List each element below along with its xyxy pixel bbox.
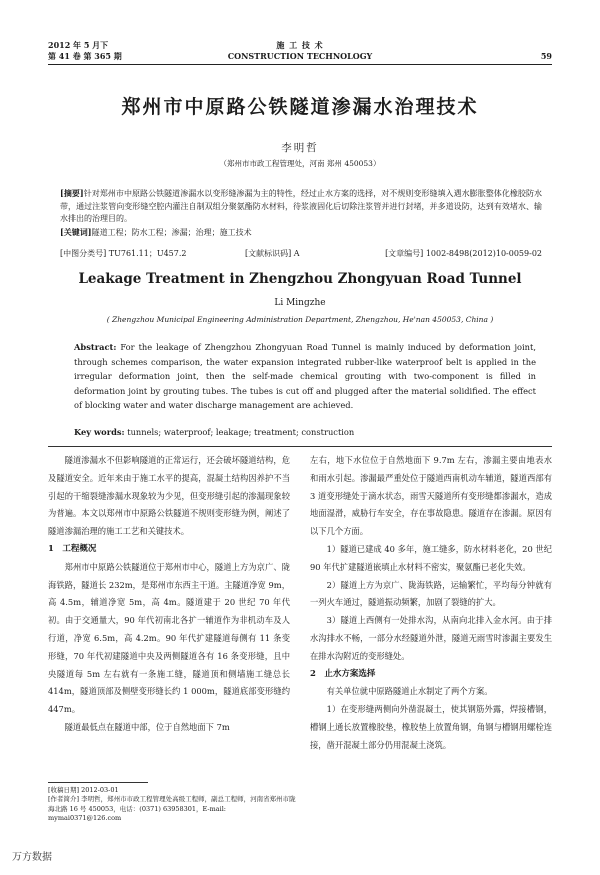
title-en: Leakage Treatment in Zhengzhou Zhongyuan Road Tunnel bbox=[78, 271, 522, 287]
journal-name bbox=[48, 40, 552, 62]
body-column-right bbox=[310, 452, 552, 755]
volume-issue: 第 41 卷 第 365 期 bbox=[48, 51, 122, 61]
abstract-en-text: For the leakage of Zhengzhou Zhongyuan Road Tunnel is mainly induced by deformation joint, through schemes comparison, the water expansion integrated rubber-like waterproof belt is applied in the irregular deformation joint, then the self-made chemical grouting with two-component is filled in deformation joint by grouting tubes. The tubes is cut off and plugged after the material solidified. The effect of blocking water and water discharge management are achieved. bbox=[74, 342, 537, 411]
scheme-item-1: 1）在变形缝两侧向外凿混凝土，使其钢筋外露，焊接槽钢，槽钢上通长放置橡胶垫，橡胶垫上放置角钢，角钢与槽钢用螺栓连接，凿开混凝土部分仍用混凝土浇筑。 bbox=[310, 704, 552, 750]
wanfang-watermark: 万方数据 bbox=[12, 852, 52, 863]
abstract-en bbox=[74, 340, 536, 413]
journal-name-en: CONSTRUCTION TECHNOLOGY bbox=[227, 51, 373, 61]
header-rule bbox=[48, 64, 552, 65]
affiliation-en: ( Zhengzhou Municipal Engineering Administration Department, Zhengzhou, He'nan 450053, China ) bbox=[106, 315, 494, 324]
overview-paragraph: 郑州市中原路公铁隧道位于郑州市中心，隧道上方为京广、陇海铁路，隧道长 232m，是郑州市东西主干道。主隧道净宽 9m，高 4.5m，辅道净宽 5m，高 4m。隧道建于 20 世纪 70 年代初。由于交通量大，90 年代初南北各扩一辅道作为非机动车及人行道，净宽 6.5m，高 4.2m。90 年代扩建隧道每侧有 11 条变形缝，70 年代初建隧道中央及两侧隧道各有 16 条变形缝，且中央隧道每 5m 左右就有一条施工缝，隧道顶和侧墙施工缝总长 414m，隧道顶部及侧壁变形缝长约 1 000m，隧道底部变形缝约 447m。 bbox=[48, 561, 290, 715]
document-code: [文献标识码] A bbox=[245, 249, 300, 258]
cause-item-1: 1）隧道已建成 40 多年，施工缝多，防水材料老化，20 世纪 90 年代扩建隧道嵌填止水材料不密实，聚氨酯已老化失效。 bbox=[310, 543, 552, 572]
overview-paragraph-cont: 隧道最低点在隧道中部，位于自然地面下 7m bbox=[64, 721, 230, 732]
keywords-en-text: tunnels; waterproof; leakage; treatment; construction bbox=[127, 427, 355, 437]
article-id: [文章编号] 1002-8498(2012)10-0059-02 bbox=[385, 249, 542, 258]
keywords-cn-label: [关键词] bbox=[60, 226, 92, 237]
keywords-en bbox=[74, 427, 536, 437]
section-heading-2: 2 止水方案选择 bbox=[310, 668, 376, 679]
classification-line bbox=[60, 248, 542, 260]
scheme-intro: 有关单位就中原路隧道止水制定了两个方案。 bbox=[326, 686, 493, 697]
abstract-en-label: Abstract: bbox=[74, 342, 117, 352]
abstract-divider bbox=[48, 446, 552, 447]
cause-item-2: 2）隧道上方为京广、陇海铁路，运输繁忙，平均每分钟就有一列火车通过，隧道振动频繁，加剧了裂缝的扩大。 bbox=[310, 579, 552, 608]
author-en: Li Mingzhe bbox=[274, 298, 326, 308]
clc-number: [中图分类号] TU761.11；U457.2 bbox=[60, 249, 187, 258]
running-header bbox=[48, 40, 552, 66]
page-number: 59 bbox=[540, 51, 552, 61]
intro-paragraph: 隧道渗漏水不但影响隧道的正常运行，还会破坏隧道结构，危及隧道安全。近年来由于施工水平的提高，混凝土结构因养护不当引起的干缩裂缝渗漏水现象较为少见，但变形缝引起的渗漏现象较为普遍。本文以郑州市中原路公铁隧道不规则变形缝为例，阐述了隧道渗漏治理的施工工艺和关键技术。 bbox=[48, 455, 290, 537]
affiliation-cn: （郑州市市政工程管理处，河南 郑州 450053） bbox=[219, 159, 381, 168]
leak-cause-paragraph: 左右，地下水位位于自然地面下 9.7m 左右，渗漏主要由地表水和雨水引起。渗漏最严重处位于隧道西南机动车辅道，隧道西部有 3 道变形缝处于滴水状态，雨雪天隧道所有变形缝都渗漏水，造成地面湿滑，威胁行车安全，存在事故隐患。隧道存在渗漏。原因有以下几个方面。 bbox=[310, 455, 552, 537]
footnote bbox=[48, 786, 300, 824]
abstract-cn-label: [摘要] bbox=[60, 188, 84, 198]
footnote-rule bbox=[48, 782, 148, 783]
title-cn: 郑州市中原路公铁隧道渗漏水治理技术 bbox=[121, 96, 479, 118]
keywords-en-label: Key words: bbox=[74, 427, 125, 437]
author-cn: 李明哲 bbox=[281, 142, 319, 154]
abstract-cn-text: 针对郑州市中原路公铁隧道渗漏水以变形缝渗漏为主的特性，经过止水方案的选择，对不规则变形缝填入遇水膨胀整体化橡胶防水带，通过注浆管向变形缝空腔内灌注自制双组分聚氨酯防水材料，待浆液固化后切除注浆管并进行封堵，并多道设防，达到有效堵水、输水排出的治理目的。 bbox=[60, 189, 542, 223]
issue-date: 2012 年 5 月下 bbox=[48, 40, 109, 50]
keywords-cn-text: 隧道工程；防水工程；渗漏；治理；施工技术 bbox=[91, 227, 252, 237]
body-column-left bbox=[48, 452, 290, 737]
received-date: [收稿日期] 2012-03-01 bbox=[48, 786, 119, 794]
author-bio: [作者简介] 李明哲，郑州市市政工程管理处高级工程师，副总工程师，河南省郑州市陇海北路 16 号 450053，电话：(0371) 63958301，E-mail: mymai0371@126.com bbox=[48, 795, 296, 823]
abstract-cn bbox=[60, 187, 542, 239]
section-heading-1: 1 工程概况 bbox=[48, 543, 97, 554]
cause-item-3: 3）隧道上西侧有一处排水沟，从南向北排入金水河。由于排水沟排水不畅，一部分水经隧道外泄，隧道无雨雪时渗漏主要发生在排水沟附近的变形缝处。 bbox=[310, 615, 552, 661]
journal-name-cn: 施 工 技 术 bbox=[276, 40, 324, 50]
